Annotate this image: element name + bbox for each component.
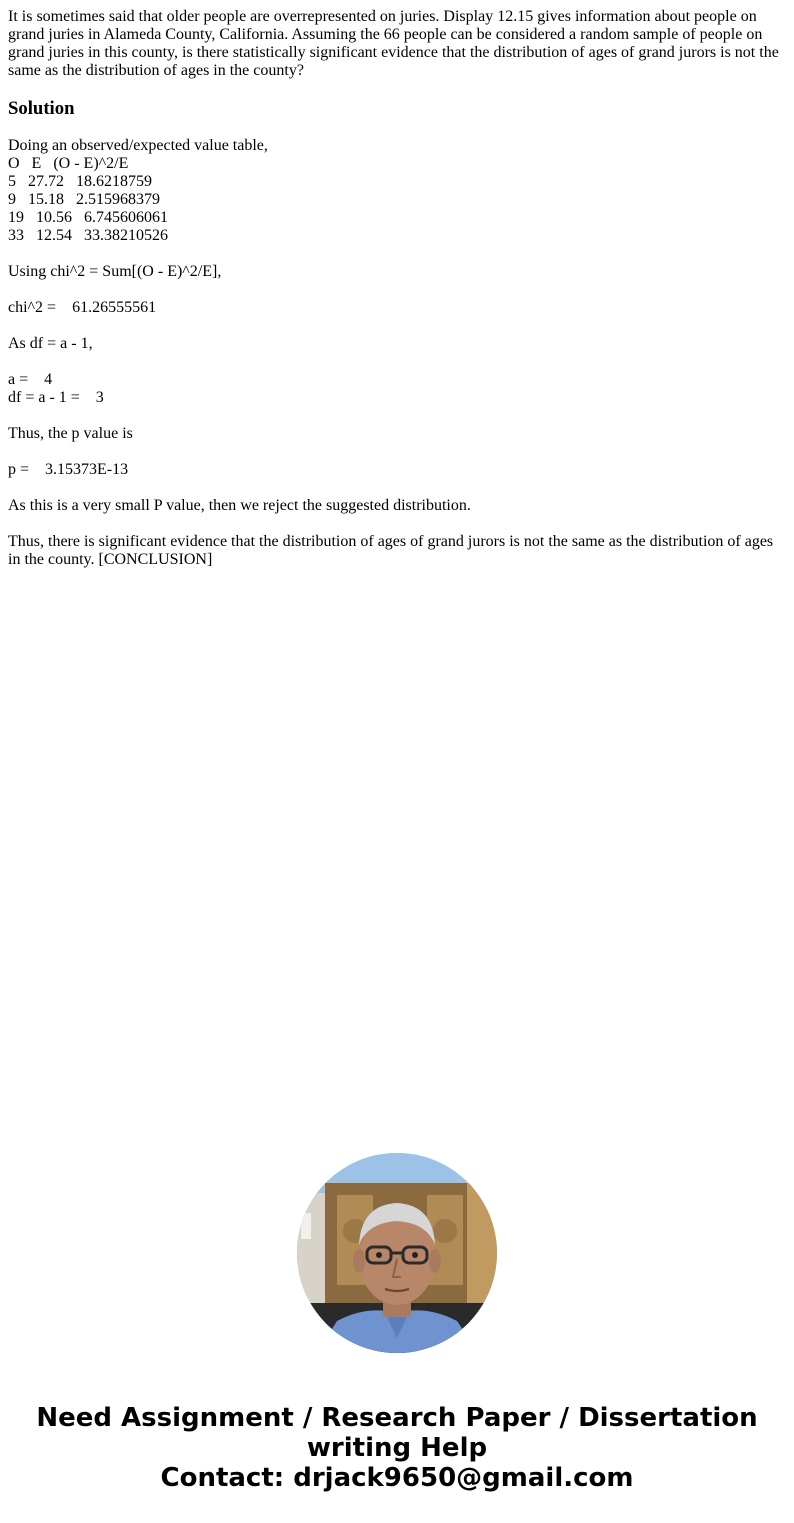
p-intro: Thus, the p value is (8, 425, 133, 442)
blank-line (8, 479, 786, 497)
conclusion-statement: Thus, there is significant evidence that the distribution of ages of grand jurors is not the same as the distribution of ages in the county. [CONCLUSION] (8, 533, 774, 568)
formula-text: Using chi^2 = Sum[(O - E)^2/E], (8, 263, 222, 280)
person-portrait-icon (297, 1153, 497, 1353)
contact-line: Contact: drjack9650@gmail.com (160, 1463, 634, 1493)
a-value: a = 4 (8, 371, 53, 388)
question-text: It is sometimes said that older people are overrepresented on juries. Display 12.15 gives information about people on grand juries in Alameda County, California. Assuming the 66 people can be considered a random sample of people on grand juries in this county, is there statistically significant evidence that the distribution of ages of grand jurors is not the same as the distribution of ages in the county? (8, 8, 779, 79)
chi-square-result: chi^2 = 61.26555561 (8, 299, 157, 316)
avatar (297, 1153, 497, 1353)
df-value: df = a - 1 = 3 (8, 389, 104, 406)
footer-banner (0, 1403, 794, 1493)
document-body (8, 8, 786, 569)
blank-line (8, 443, 786, 461)
blank-line (8, 281, 786, 299)
table-row: 9 15.18 2.515968379 (8, 191, 160, 208)
p-value: p = 3.15373E-13 (8, 461, 129, 478)
footer-line: Need Assignment / Research Paper / Dissertation (36, 1403, 758, 1433)
table-intro: Doing an observed/expected value table, (8, 137, 268, 154)
blank-line (8, 407, 786, 425)
table-row: 5 27.72 18.6218759 (8, 173, 152, 190)
blank-line (8, 317, 786, 335)
blank-line (8, 245, 786, 263)
table-row: 19 10.56 6.745606061 (8, 209, 168, 226)
df-intro: As df = a - 1, (8, 335, 93, 352)
reject-statement: As this is a very small P value, then we reject the suggested distribution. (8, 497, 471, 514)
table-header: O E (O - E)^2/E (8, 155, 129, 172)
blank-line (8, 515, 786, 533)
solution-heading: Solution (8, 98, 75, 119)
solution-section (8, 137, 786, 569)
footer-line: writing Help (306, 1433, 488, 1463)
table-row: 33 12.54 33.38210526 (8, 227, 168, 244)
blank-line (8, 353, 786, 371)
